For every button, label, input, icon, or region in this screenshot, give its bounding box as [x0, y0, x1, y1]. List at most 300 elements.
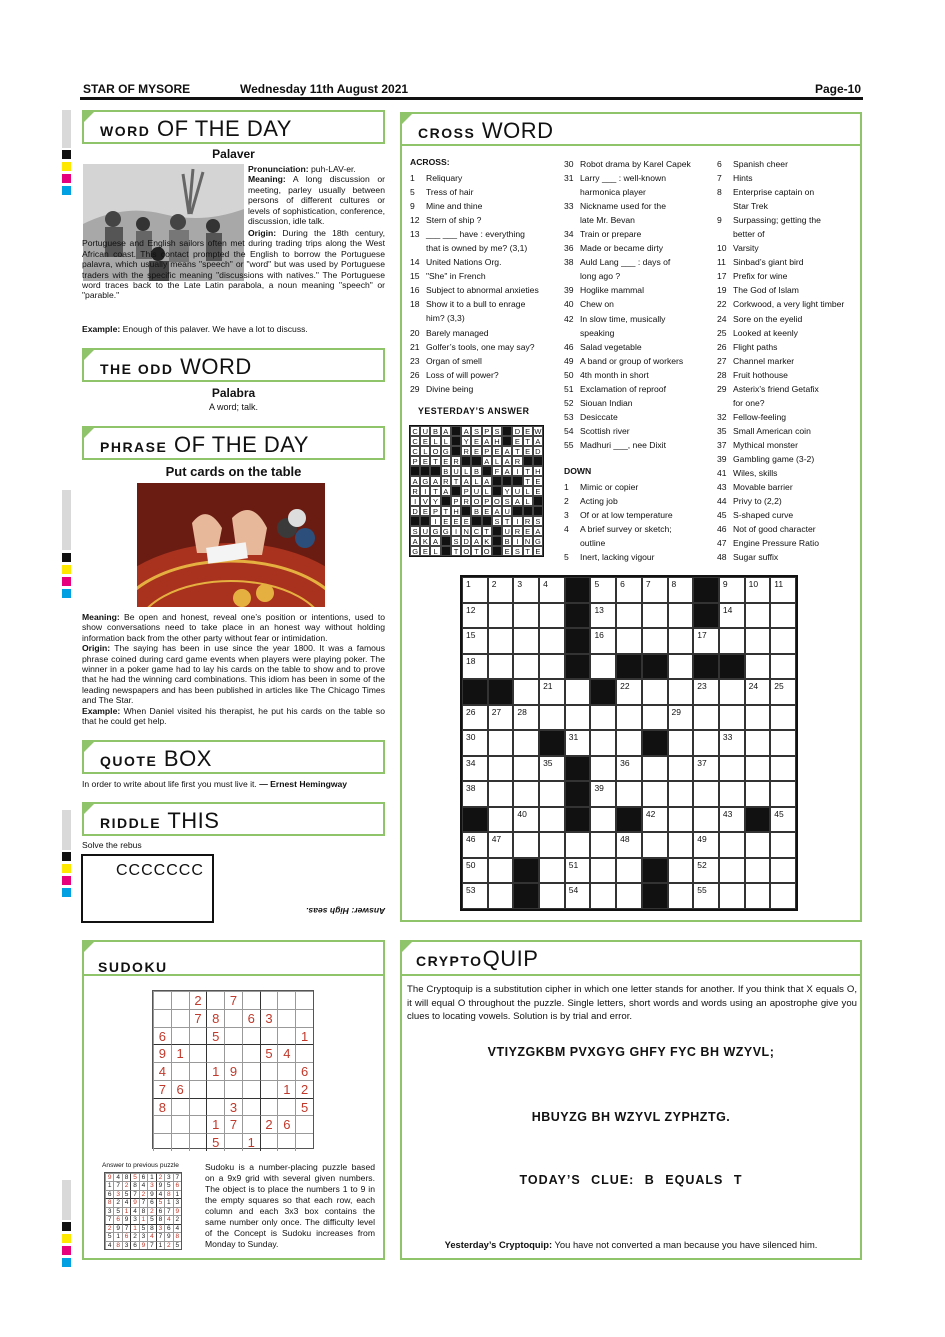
sudoku-cell[interactable]: [171, 991, 189, 1009]
crossword-cell[interactable]: [719, 603, 745, 629]
sudoku-cell[interactable]: 1: [242, 1133, 260, 1151]
sudoku-cell[interactable]: [206, 991, 224, 1009]
crossword-cell[interactable]: [719, 883, 745, 909]
sudoku-cell[interactable]: [171, 1027, 189, 1045]
yesterday-cell: P: [482, 496, 492, 506]
crossword-cell[interactable]: [693, 705, 719, 731]
crossword-cell[interactable]: [719, 679, 745, 705]
sudoku-cell[interactable]: 6: [153, 1027, 171, 1045]
crossword-cell[interactable]: [745, 628, 771, 654]
sudoku-cell[interactable]: [171, 1133, 189, 1151]
clue-row: [717, 424, 862, 438]
yesterday-cell: [512, 476, 522, 486]
sudoku-cell[interactable]: 3: [260, 1009, 278, 1027]
sudoku-cell[interactable]: [242, 1115, 260, 1133]
crossword-cell[interactable]: [488, 577, 514, 603]
crossword-cell[interactable]: [693, 883, 719, 909]
crossword-cell[interactable]: [513, 577, 539, 603]
clue-text: Exclamation of reproof: [580, 383, 666, 394]
sudoku-cell[interactable]: 7: [224, 991, 242, 1009]
crossword-cell[interactable]: [642, 832, 668, 858]
clue-row: [717, 255, 862, 269]
sudoku-cell[interactable]: [277, 1062, 295, 1080]
crossword-cell[interactable]: [462, 628, 488, 654]
crossword-cell[interactable]: [539, 654, 565, 680]
yesterday-cell: [482, 466, 492, 476]
crossword-cell[interactable]: [745, 654, 771, 680]
yesterday-cell: L: [430, 436, 440, 446]
crossword-cell[interactable]: [719, 858, 745, 884]
sudoku-cell[interactable]: [171, 1062, 189, 1080]
prev-sudoku-cell: 5: [113, 1207, 121, 1215]
crossword-cell[interactable]: [616, 603, 642, 629]
sudoku-cell[interactable]: [189, 1080, 207, 1098]
sudoku-cell[interactable]: [206, 1080, 224, 1098]
sudoku-cell[interactable]: [277, 1133, 295, 1151]
crossword-cell[interactable]: [642, 628, 668, 654]
crossword-cell[interactable]: [513, 807, 539, 833]
crossword-cell[interactable]: [770, 628, 796, 654]
yesterday-cell: L: [492, 456, 502, 466]
crossword-cell[interactable]: [693, 858, 719, 884]
crossword-cell[interactable]: [693, 832, 719, 858]
yesterday-cell: G: [420, 476, 430, 486]
crossword-cell[interactable]: [539, 577, 565, 603]
crossword-cell[interactable]: [693, 679, 719, 705]
yesterday-cell: T: [430, 456, 440, 466]
sudoku-cell[interactable]: 6: [242, 1009, 260, 1027]
word-of-day-side-text: Pronunciation: puh-LAV-er. Meaning: A long discussion or meeting, parley usually between persons of different cultures or levels of sophistication, conference, discussion, idle talk.: [248, 164, 385, 227]
sudoku-cell[interactable]: [189, 1044, 207, 1062]
sudoku-cell[interactable]: [171, 1115, 189, 1133]
crossword-cell[interactable]: [616, 858, 642, 884]
clue-row: [717, 396, 862, 410]
crossword-cell[interactable]: [565, 832, 591, 858]
crossword-cell[interactable]: [462, 730, 488, 756]
crossword-cell[interactable]: [642, 807, 668, 833]
crossword-cell[interactable]: [616, 883, 642, 909]
sudoku-cell[interactable]: 4: [277, 1044, 295, 1062]
crossword-cell[interactable]: [488, 807, 514, 833]
crossword-cell[interactable]: [513, 679, 539, 705]
crossword-cell[interactable]: [539, 679, 565, 705]
crossword-cell[interactable]: [488, 781, 514, 807]
sudoku-cell[interactable]: [153, 1115, 171, 1133]
crossword-cell[interactable]: [719, 807, 745, 833]
yesterday-cell: A: [441, 426, 451, 436]
crossword-cell[interactable]: [616, 832, 642, 858]
sudoku-cell[interactable]: [277, 1098, 295, 1116]
cell-number: 48: [620, 834, 630, 845]
clue-number: 38: [564, 257, 574, 268]
crossword-cell[interactable]: [590, 577, 616, 603]
sudoku-cell[interactable]: 5: [206, 1027, 224, 1045]
registration-black: [62, 1222, 71, 1231]
sudoku-cell[interactable]: [153, 991, 171, 1009]
crossword-cell[interactable]: [462, 781, 488, 807]
crossword-cell[interactable]: [462, 705, 488, 731]
crossword-cell[interactable]: [616, 705, 642, 731]
crossword-cell[interactable]: [539, 781, 565, 807]
crossword-cell[interactable]: [462, 832, 488, 858]
sudoku-cell[interactable]: [189, 1027, 207, 1045]
crossword-cell[interactable]: [668, 858, 694, 884]
yesterday-cell: R: [512, 526, 522, 536]
sudoku-cell[interactable]: [189, 1098, 207, 1116]
crossword-cell[interactable]: [745, 883, 771, 909]
crossword-cell[interactable]: [488, 883, 514, 909]
crossword-cell[interactable]: [745, 577, 771, 603]
sudoku-cell[interactable]: [206, 1098, 224, 1116]
crossword-cell[interactable]: [616, 781, 642, 807]
clue-row: [410, 255, 560, 269]
crossword-cell[interactable]: [668, 883, 694, 909]
crossword-cell[interactable]: [770, 883, 796, 909]
crossword-cell[interactable]: [770, 705, 796, 731]
clue-row: [564, 494, 714, 508]
sudoku-cell[interactable]: [277, 1027, 295, 1045]
crossword-cell[interactable]: [770, 756, 796, 782]
casino-table-photo: [137, 483, 325, 607]
crossword-cell[interactable]: [745, 679, 771, 705]
crossword-cell[interactable]: [462, 756, 488, 782]
crossword-cell[interactable]: [565, 730, 591, 756]
clue-number: 6: [717, 159, 722, 169]
crossword-cell[interactable]: [668, 679, 694, 705]
crossword-cell[interactable]: [590, 654, 616, 680]
crossword-cell[interactable]: [565, 679, 591, 705]
sudoku-cell[interactable]: 9: [224, 1062, 242, 1080]
sudoku-cell[interactable]: [260, 1133, 278, 1151]
sudoku-cell[interactable]: [242, 1044, 260, 1062]
crossword-cell[interactable]: [539, 756, 565, 782]
cell-number: 5: [594, 579, 600, 589]
crossword-cell[interactable]: [590, 730, 616, 756]
sudoku-cell[interactable]: [295, 1133, 313, 1151]
crossword-cell[interactable]: [668, 628, 694, 654]
sudoku-cell[interactable]: [295, 1009, 313, 1027]
crossword-cell[interactable]: [616, 730, 642, 756]
crossword-cell[interactable]: [539, 807, 565, 833]
sudoku-cell[interactable]: [295, 1044, 313, 1062]
clue-text: Privy to (2,2): [733, 496, 782, 507]
crossword-cell[interactable]: [616, 577, 642, 603]
clue-row: [564, 354, 714, 368]
yesterday-cell: T: [523, 476, 533, 486]
down-clues-col2: [564, 480, 714, 564]
clue-text: Prefix for wine: [733, 271, 788, 282]
yesterday-cell: T: [471, 546, 481, 556]
crossword-cell[interactable]: [488, 628, 514, 654]
crossword-cell[interactable]: [539, 603, 565, 629]
cell-number: 10: [748, 579, 759, 589]
crossword-cell[interactable]: [488, 832, 514, 858]
crossword-cell[interactable]: [770, 679, 796, 705]
sudoku-cell[interactable]: [277, 991, 295, 1009]
crossword-cell[interactable]: [668, 807, 694, 833]
crossword-cell[interactable]: [539, 705, 565, 731]
sudoku-cell[interactable]: 1: [295, 1027, 313, 1045]
sudoku-cell[interactable]: 5: [295, 1098, 313, 1116]
crossword-cell[interactable]: [616, 756, 642, 782]
registration-cyan: [62, 888, 71, 897]
crossword-cell[interactable]: [668, 781, 694, 807]
crossword-cell[interactable]: [745, 781, 771, 807]
crossword-cell[interactable]: [590, 781, 616, 807]
crossword-cell[interactable]: [539, 883, 565, 909]
sudoku-cell[interactable]: [260, 1027, 278, 1045]
sudoku-cell[interactable]: [224, 1044, 242, 1062]
clue-number: 29: [717, 383, 727, 394]
clue-row: [564, 283, 714, 297]
crossword-cell[interactable]: [668, 832, 694, 858]
crossword-cell[interactable]: [513, 781, 539, 807]
cell-number: 29: [671, 706, 681, 717]
crossword-grid[interactable]: [460, 575, 798, 911]
prev-sudoku-cell: 1: [122, 1207, 130, 1215]
sudoku-cell[interactable]: 3: [224, 1098, 242, 1116]
crossword-cell[interactable]: [513, 654, 539, 680]
crossword-cell[interactable]: [770, 654, 796, 680]
crossword-cell[interactable]: [488, 756, 514, 782]
sudoku-cell[interactable]: 1: [206, 1115, 224, 1133]
sudoku-cell[interactable]: [242, 1027, 260, 1045]
prev-sudoku-cell: 2: [113, 1198, 121, 1206]
sudoku-cell[interactable]: [277, 1009, 295, 1027]
crossword-block: [462, 679, 488, 705]
sudoku-cell[interactable]: [260, 1062, 278, 1080]
prev-sudoku-cell: 5: [156, 1198, 164, 1206]
crossword-cell[interactable]: [488, 858, 514, 884]
crossword-cell[interactable]: [488, 730, 514, 756]
crossword-cell[interactable]: [719, 781, 745, 807]
yesterday-cell: E: [523, 426, 533, 436]
sudoku-cell[interactable]: [224, 1133, 242, 1151]
sudoku-cell[interactable]: [242, 991, 260, 1009]
cell-number: 54: [568, 885, 579, 896]
crossword-cell[interactable]: [616, 628, 642, 654]
crossword-cell[interactable]: [590, 628, 616, 654]
sudoku-cell[interactable]: 7: [224, 1115, 242, 1133]
crossword-block: [616, 654, 642, 680]
sudoku-cell[interactable]: 6: [295, 1062, 313, 1080]
crossword-cell[interactable]: [693, 807, 719, 833]
sudoku-cell[interactable]: 2: [260, 1115, 278, 1133]
prev-sudoku-cell: 1: [113, 1232, 121, 1240]
sudoku-cell[interactable]: [189, 1133, 207, 1151]
crossword-cell[interactable]: [693, 781, 719, 807]
prev-sudoku-cell: 8: [139, 1207, 147, 1215]
crossword-cell[interactable]: [668, 730, 694, 756]
crossword-cell[interactable]: [513, 756, 539, 782]
sudoku-cell[interactable]: [153, 1133, 171, 1151]
clue-number: 1: [564, 482, 569, 492]
crossword-cell[interactable]: [693, 756, 719, 782]
crossword-cell[interactable]: [770, 730, 796, 756]
sudoku-cell[interactable]: 1: [171, 1044, 189, 1062]
crossword-cell[interactable]: [770, 577, 796, 603]
sudoku-cell[interactable]: [242, 1080, 260, 1098]
cell-number: 49: [697, 834, 707, 845]
cell-number: 3: [517, 579, 523, 589]
prev-sudoku-cell: 4: [156, 1190, 164, 1198]
crossword-cell[interactable]: [513, 730, 539, 756]
crossword-cell[interactable]: [462, 858, 488, 884]
sudoku-cell[interactable]: [260, 1080, 278, 1098]
crossword-cell[interactable]: [590, 807, 616, 833]
sudoku-cell[interactable]: 2: [189, 991, 207, 1009]
prev-sudoku-cell: 5: [164, 1181, 172, 1189]
cell-number: 51: [568, 859, 579, 870]
crossword-cell[interactable]: [719, 730, 745, 756]
sudoku-cell[interactable]: [224, 1027, 242, 1045]
sudoku-cell[interactable]: [260, 1098, 278, 1116]
sudoku-cell[interactable]: [295, 1115, 313, 1133]
crossword-cell[interactable]: [642, 679, 668, 705]
sudoku-cell[interactable]: [189, 1115, 207, 1133]
sudoku-cell[interactable]: 4: [153, 1062, 171, 1080]
crossword-cell[interactable]: [642, 781, 668, 807]
crossword-cell[interactable]: [616, 679, 642, 705]
prev-sudoku-cell: 4: [105, 1241, 113, 1249]
crossword-cell[interactable]: [539, 628, 565, 654]
sudoku-cell[interactable]: [206, 1044, 224, 1062]
corner-tag: [82, 110, 96, 124]
sudoku-cell[interactable]: 1: [206, 1062, 224, 1080]
crossword-cell[interactable]: [668, 603, 694, 629]
phrase-text: Put cards on the table: [165, 464, 302, 479]
crossword-cell[interactable]: [539, 858, 565, 884]
sudoku-cell[interactable]: [189, 1062, 207, 1080]
crossword-cell[interactable]: [488, 654, 514, 680]
crossword-block: [513, 883, 539, 909]
crossword-cell[interactable]: [513, 628, 539, 654]
sudoku-cell[interactable]: [153, 1009, 171, 1027]
sudoku-cell[interactable]: 5: [260, 1044, 278, 1062]
crossword-cell[interactable]: [693, 628, 719, 654]
crossword-cell[interactable]: [565, 705, 591, 731]
crossword-cell[interactable]: [488, 603, 514, 629]
yesterday-cell: A: [461, 426, 471, 436]
sudoku-cell[interactable]: 6: [171, 1080, 189, 1098]
crossword-cell[interactable]: [745, 756, 771, 782]
sudoku-cell[interactable]: 8: [206, 1009, 224, 1027]
crossword-cell[interactable]: [745, 832, 771, 858]
sudoku-cell[interactable]: 7: [189, 1009, 207, 1027]
crossword-cell[interactable]: [462, 577, 488, 603]
sudoku-cell[interactable]: 1: [277, 1080, 295, 1098]
crossword-cell[interactable]: [770, 781, 796, 807]
clue-text: Flight paths: [733, 341, 778, 352]
prev-sudoku-cell: 3: [164, 1173, 172, 1181]
yesterday-cell: [512, 506, 522, 516]
crossword-cell[interactable]: [745, 858, 771, 884]
prev-sudoku-cell: 5: [130, 1173, 138, 1181]
crossword-cell[interactable]: [462, 883, 488, 909]
crossword-cell[interactable]: [590, 832, 616, 858]
yesterday-cell: U: [471, 486, 481, 496]
sudoku-grid[interactable]: [152, 990, 314, 1149]
crossword-cell[interactable]: [590, 858, 616, 884]
yesterday-cell: [441, 536, 451, 546]
prev-sudoku-cell: 4: [113, 1173, 121, 1181]
crossword-cell[interactable]: [488, 705, 514, 731]
clue-row: [410, 241, 560, 255]
sudoku-cell[interactable]: 2: [295, 1080, 313, 1098]
sudoku-cell[interactable]: [242, 1098, 260, 1116]
sudoku-cell[interactable]: 6: [277, 1115, 295, 1133]
crossword-cell[interactable]: [745, 705, 771, 731]
registration-yellow: [62, 162, 71, 171]
crossword-block: [565, 781, 591, 807]
crossword-cell[interactable]: [590, 883, 616, 909]
crossword-cell[interactable]: [513, 705, 539, 731]
crossword-cell[interactable]: [668, 756, 694, 782]
sudoku-cell[interactable]: [295, 991, 313, 1009]
crossword-cell[interactable]: [462, 603, 488, 629]
crossword-cell[interactable]: [719, 756, 745, 782]
crossword-cell[interactable]: [668, 577, 694, 603]
crossword-cell[interactable]: [719, 832, 745, 858]
sudoku-cell[interactable]: 5: [206, 1133, 224, 1151]
crossword-cell[interactable]: [693, 730, 719, 756]
crossword-cell[interactable]: [745, 730, 771, 756]
crossword-cell[interactable]: [590, 756, 616, 782]
crossword-cell[interactable]: [565, 883, 591, 909]
crossword-cell[interactable]: [745, 603, 771, 629]
riddle-header: [82, 802, 385, 836]
crossword-cell[interactable]: [539, 832, 565, 858]
crossword-cell[interactable]: [642, 603, 668, 629]
crossword-cell[interactable]: [770, 603, 796, 629]
crossword-cell[interactable]: [642, 577, 668, 603]
clue-row: [717, 550, 862, 564]
crossword-cell[interactable]: [719, 577, 745, 603]
crossword-cell[interactable]: [719, 628, 745, 654]
crossword-cell[interactable]: [642, 705, 668, 731]
sudoku-cell[interactable]: 8: [153, 1098, 171, 1116]
crossword-cell[interactable]: [513, 603, 539, 629]
prev-sudoku-cell: 7: [130, 1190, 138, 1198]
crossword-cell[interactable]: [668, 654, 694, 680]
sudoku-cell[interactable]: 9: [153, 1044, 171, 1062]
crossword-cell[interactable]: [462, 654, 488, 680]
yesterday-cell: [461, 456, 471, 466]
crossword-cell[interactable]: [668, 705, 694, 731]
sudoku-cell[interactable]: [224, 1080, 242, 1098]
crossword-cell[interactable]: [513, 832, 539, 858]
yesterday-cell: [420, 466, 430, 476]
sudoku-cell[interactable]: [171, 1009, 189, 1027]
yesterday-cell: [533, 506, 543, 516]
cell-number: 13: [594, 604, 604, 615]
cell-number: 38: [466, 783, 476, 794]
crossword-cell[interactable]: [642, 756, 668, 782]
crossword-cell[interactable]: [590, 603, 616, 629]
cell-number: 47: [491, 834, 502, 845]
crossword-cell[interactable]: [770, 858, 796, 884]
sudoku-cell[interactable]: 7: [153, 1080, 171, 1098]
crossword-cell[interactable]: [590, 705, 616, 731]
sudoku-cell[interactable]: [224, 1009, 242, 1027]
crossword-cell[interactable]: [770, 832, 796, 858]
crossword-cell[interactable]: [719, 705, 745, 731]
crossword-cell[interactable]: [565, 858, 591, 884]
crossword-cell[interactable]: [770, 807, 796, 833]
sudoku-cell[interactable]: [171, 1098, 189, 1116]
sudoku-cell[interactable]: [260, 991, 278, 1009]
sudoku-cell[interactable]: [242, 1062, 260, 1080]
